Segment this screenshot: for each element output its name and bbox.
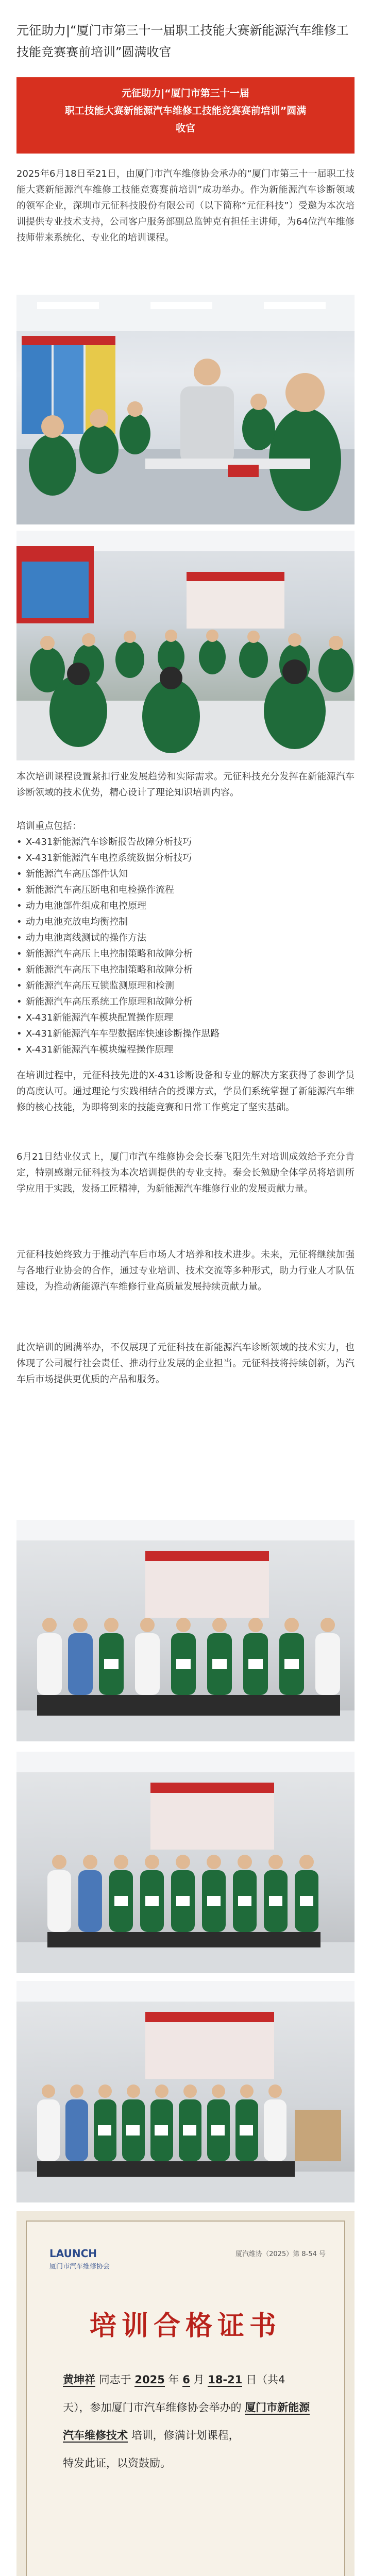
certificate-text: 年 [168, 2374, 179, 2386]
certificate-title: 培训合格证书 [89, 2311, 281, 2342]
training-photo-1-image [16, 295, 355, 524]
paragraph-6: 此次培训的圆满举办，不仅展现了元征科技在新能源汽车诊断领域的技术实力，也体现了公司履行社会责任、推动行业发展的企业担当。元征科技将持续创新，为汽车后市场提供更优质的产品和服务。 [16, 1342, 355, 1385]
certificate-holder: 黄坤祥 [63, 2374, 95, 2386]
list-item: • 新能源汽车高压系统工作原理和故障分析 [16, 994, 355, 1010]
banner-line-1: 元征助力|“厦门市第三十一届 [122, 88, 249, 99]
list-item: • 新能源汽车高压上电控制策略和故障分析 [16, 946, 355, 962]
group-photo-1-image [16, 1520, 355, 1741]
certificate-course: 厦门市新能源汽车维修技术 [63, 2401, 310, 2442]
group-photo-3 [16, 1981, 355, 2202]
training-photo-2-image [16, 531, 355, 760]
paragraph-2: 本次培训课程设置紧扣行业发展趋势和实际需求。元征科技充分发挥在新能源汽车诊断领域的技术优势，精心设计了理论知识培训内容。 [16, 771, 355, 798]
certificate-year: 2025 [134, 2374, 165, 2386]
banner-line-2: 职工技能大赛新能源汽车维修工技能竞赛赛前培训”圆满 [64, 105, 307, 116]
paragraph-4: 6月21日结业仪式上，厦门市汽车维修协会会长秦飞阳先生对培训成效给予充分肯定，特别感谢元征科技为本次培训提供的专业支持。秦会长勉励全体学员将培训所学应用于实践，发扬工匠精神，为新能源汽车维修行业的发展贡献力量。 [16, 1151, 355, 1194]
list-item: • X-431新能源汽车车型数据库快速诊断操作思路 [16, 1026, 355, 1042]
list-item: • 新能源汽车高压部件认知 [16, 866, 355, 882]
group-photo-3-image [16, 1981, 355, 2202]
list-item: • 新能源汽车高压断电和电检操作流程 [16, 882, 355, 898]
certificate-number: 厦汽维协（2025）第 8-54 号 [235, 2250, 326, 2258]
training-topics-list [16, 834, 355, 1058]
certificate-text: 月 [193, 2374, 205, 2386]
certificate-dates: 18-21 [208, 2374, 243, 2386]
list-item: • 新能源汽车高压互锁监测原理和检测 [16, 978, 355, 994]
training-certificate [16, 2211, 355, 2576]
list-item: • 动力电池部件组成和电控原理 [16, 898, 355, 914]
group-photo-2 [16, 1752, 355, 1973]
list-item: • X-431新能源汽车模块配置操作原理 [16, 1010, 355, 1026]
group-photo-1 [16, 1520, 355, 1741]
list-heading: 培训重点包括： [16, 821, 81, 832]
training-photo-2 [16, 531, 355, 760]
article-title: 元征助力|“厦门市第三十一届职工技能大赛新能源汽车维修工技能竞赛赛前培训”圆满收官 [16, 23, 349, 59]
list-item: • 动力电池充放电均衡控制 [16, 914, 355, 930]
group-photo-2-image [16, 1752, 355, 1973]
certificate-text: 同志于 [98, 2374, 131, 2386]
paragraph-3: 在培训过程中，元征科技先进的X-431诊断设备和专业的解决方案获得了参训学员的高度认可。通过理论与实践相结合的授课方式，学员们系统掌握了新能源汽车维修的核心技能，为即将到来的技能竞赛和日常工作奠定了坚实基础。 [16, 1070, 355, 1113]
intro-paragraph: 2025年6月18日至21日，由厦门市汽车维修协会承办的“厦门市第三十一届职工技能大赛新能源汽车维修工技能竞赛赛前培训”成功举办。作为新能源汽车诊断领域的领军企业，深圳市元征科技股份有限公司（以下简称“元征科技”）受邀为本次培训提供专业技术支持，公司客户服务部副总监钟克有担任主讲师，为64位汽车维修技师带来系统化、专业化的培训课程。 [16, 168, 355, 243]
banner-line-3: 收官 [175, 123, 195, 134]
certificate-text: 培训，修满计划课程， [131, 2429, 240, 2442]
certificate-body [63, 2366, 310, 2477]
list-item: • 新能源汽车高压下电控制策略和故障分析 [16, 962, 355, 978]
list-item: • X-431新能源汽车诊断报告故障分析技巧 [16, 834, 355, 850]
list-item: • 动力电池离线测试的操作方法 [16, 930, 355, 946]
certificate-logo: LAUNCH [49, 2247, 97, 2260]
headline-banner [16, 77, 355, 154]
list-item: • X-431新能源汽车模块编程操作原理 [16, 1042, 355, 1058]
certificate-text: 日（共4天），参加厦门市汽车维修协会举办的 [63, 2374, 285, 2414]
list-item: • X-431新能源汽车电控系统数据分析技巧 [16, 850, 355, 866]
training-photo-1 [16, 295, 355, 524]
certificate-issuer-small: 厦门市汽车维修协会 [49, 2263, 110, 2270]
certificate-month: 6 [182, 2374, 190, 2386]
certificate-text: 特发此证，以资鼓励。 [63, 2457, 171, 2469]
paragraph-5: 元征科技始终致力于推动汽车后市场人才培养和技术进步。未来，元征将继续加强与各地行业协会的合作，通过专业培训、技术交流等多种形式，助力行业人才队伍建设，为推动新能源汽车维修行业高质量发展持续贡献力量。 [16, 1249, 355, 1292]
